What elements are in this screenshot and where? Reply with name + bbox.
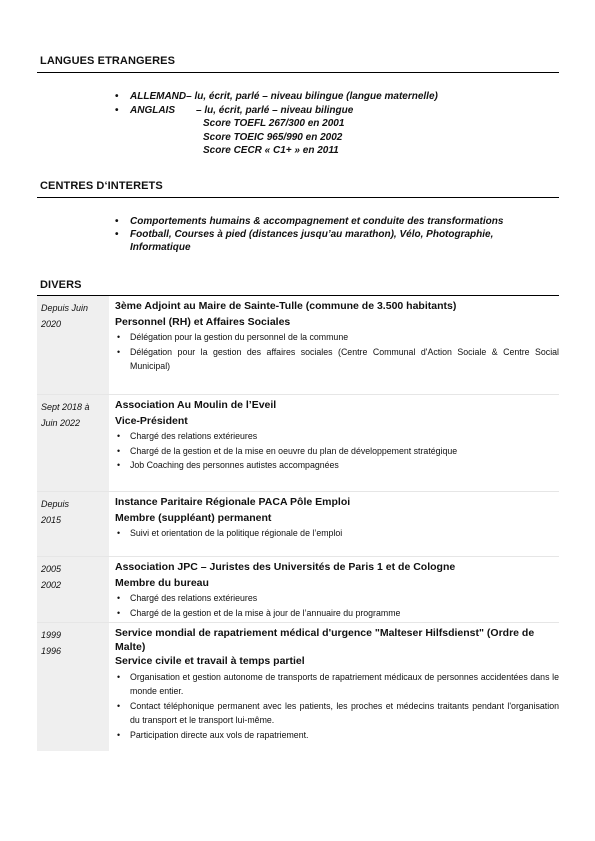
entry-role: Personnel (RH) et Affaires Sociales <box>115 315 291 328</box>
divers-entry <box>37 556 559 622</box>
interest-text: Football, Courses à pied (distances jusqu’au marathon), Vélo, Photographie, Informatique <box>130 229 494 253</box>
entry-role: Membre du bureau <box>115 576 209 589</box>
entry-role: Vice-Président <box>115 414 188 427</box>
entry-date-end: Juin 2022 <box>41 418 81 428</box>
language-score: Score CECR « C1+ » en 2011 <box>203 145 339 156</box>
section-rule <box>37 72 559 73</box>
entry-dates <box>37 557 109 622</box>
entry-item: • Contact téléphonique permanent avec les patients, les proches et médecins traitants pendant l'organisation du transport et le transport lui-même. <box>117 700 559 725</box>
entry-content <box>109 296 559 394</box>
entry-item: • Chargé des relations extérieures <box>117 431 258 441</box>
language-detail: – lu, écrit, parlé – niveau bilingue (langue maternelle) <box>186 91 438 102</box>
entry-organization: Service mondial de rapatriement médical d'urgence "Malteser Hilfsdienst" (Ordre de Malte) <box>115 627 535 653</box>
interest-item <box>115 215 555 228</box>
entry-item: • Chargé des relations extérieures <box>117 593 258 603</box>
entry-date-start: 1999 <box>41 630 62 640</box>
language-name: ANGLAIS <box>130 104 175 116</box>
entry-item-text: Délégation pour la gestion du personnel de la commune <box>130 332 349 342</box>
entry-item: • Job Coaching des personnes autistes accompagnées <box>117 460 339 470</box>
section-title-languages: LANGUES ETRANGERES <box>40 55 176 67</box>
entry-item-text: Organisation et gestion autonome de transports de rapatriement médicaux de personnes accidentées dans le monde entier. <box>130 671 559 696</box>
entry-date-end: 2020 <box>41 319 62 329</box>
entry-item: • Suivi et orientation de la politique régionale de l’emploi <box>117 528 343 538</box>
language-name: ALLEMAND <box>130 91 187 102</box>
entry-dates <box>37 492 109 556</box>
interests-list <box>115 215 555 254</box>
entry-item-text: Suivi et orientation de la politique régionale de l’emploi <box>130 528 343 538</box>
entry-item-text: Délégation pour la gestion des affaires sociales (Centre Communal d'Action Sociale & Centre Social Municipal) <box>130 346 559 371</box>
interest-item <box>115 228 555 254</box>
entry-item: • Chargé de la gestion et de la mise à jour de l’annuaire du programme <box>117 607 401 618</box>
entry-item-text: Chargé de la gestion et de la mise à jour de l’annuaire du programme <box>130 607 401 618</box>
entry-date-start: Depuis <box>41 499 70 509</box>
divers-entry <box>37 491 559 556</box>
entry-items <box>115 670 559 743</box>
entry-content <box>109 395 559 491</box>
entry-content <box>109 623 559 751</box>
entry-item: • Participation directe aux vols de rapatriement. <box>117 729 309 740</box>
language-detail: – lu, écrit, parlé – niveau bilingue <box>196 104 354 116</box>
bullet: • <box>115 104 119 116</box>
entry-items <box>115 526 559 541</box>
entry-date-start: Sept 2018 à <box>41 402 90 412</box>
entry-item-text: Chargé des relations extérieures <box>130 431 258 441</box>
bullet: • <box>115 91 119 102</box>
entry-role: Service civile et travail à temps partiel <box>115 655 305 667</box>
divers-entry <box>37 622 559 751</box>
entry-dates <box>37 395 109 491</box>
entry-item-text: Participation directe aux vols de rapatriement. <box>130 729 309 740</box>
entry-item-text: Job Coaching des personnes autistes accompagnées <box>130 460 339 470</box>
entry-item: • Délégation pour la gestion des affaires sociales (Centre Communal d'Action Sociale & Centre Social Municipal) <box>117 346 559 371</box>
language-score: Score TOEIC 965/990 en 2002 <box>203 131 343 143</box>
entry-organization: 3ème Adjoint au Maire de Sainte-Tulle (commune de 3.500 habitants) <box>115 300 457 312</box>
entry-dates <box>37 623 109 751</box>
divers-entry <box>37 296 559 394</box>
language-score: Score TOEFL 267/300 en 2001 <box>203 118 345 129</box>
section-title-interests: CENTRES D‘INTERETS <box>40 180 163 192</box>
entry-role: Membre (suppléant) permanent <box>115 511 272 524</box>
language-item <box>115 90 438 104</box>
entry-item: • Organisation et gestion autonome de transports de rapatriement médicaux de personnes accidentées dans le monde entier. <box>117 671 559 696</box>
divers-table <box>37 296 559 751</box>
entry-dates <box>37 296 109 394</box>
entry-date-end: 2002 <box>41 580 62 590</box>
entry-content <box>109 557 559 622</box>
interest-text: Comportements humains & accompagnement et conduite des transformations <box>130 216 504 227</box>
entry-date-start: Depuis Juin <box>41 303 89 313</box>
entry-item: • Délégation pour la gestion du personnel de la commune <box>117 332 349 342</box>
languages-list <box>115 90 438 158</box>
divers-entry <box>37 394 559 491</box>
entry-organization: Instance Paritaire Régionale PACA Pôle Emploi <box>115 496 351 508</box>
entry-date-end: 2015 <box>41 515 62 525</box>
entry-items <box>115 330 559 374</box>
entry-organization: Association JPC – Juristes des Universités de Paris 1 et de Cologne <box>115 561 456 573</box>
entry-date-start: 2005 <box>41 564 62 574</box>
section-rule <box>37 197 559 198</box>
bullet: • <box>115 229 119 240</box>
entry-items <box>115 591 559 620</box>
entry-item-text: Contact téléphonique permanent avec les patients, les proches et médecins traitants pendant l'organisation du transport et le transport lui-même. <box>130 700 559 725</box>
language-item <box>115 104 438 118</box>
entry-organization: Association Au Moulin de l’Eveil <box>115 399 277 411</box>
bullet: • <box>115 216 119 227</box>
entry-items <box>115 429 559 473</box>
entry-content <box>109 492 559 556</box>
entry-item-text: Chargé de la gestion et de la mise en oeuvre du plan de développement stratégique <box>130 445 458 456</box>
section-title-divers: DIVERS <box>40 279 82 291</box>
entry-item-text: Chargé des relations extérieures <box>130 593 258 603</box>
entry-item: • Chargé de la gestion et de la mise en oeuvre du plan de développement stratégique <box>117 445 458 456</box>
entry-date-end: 1996 <box>41 646 62 656</box>
